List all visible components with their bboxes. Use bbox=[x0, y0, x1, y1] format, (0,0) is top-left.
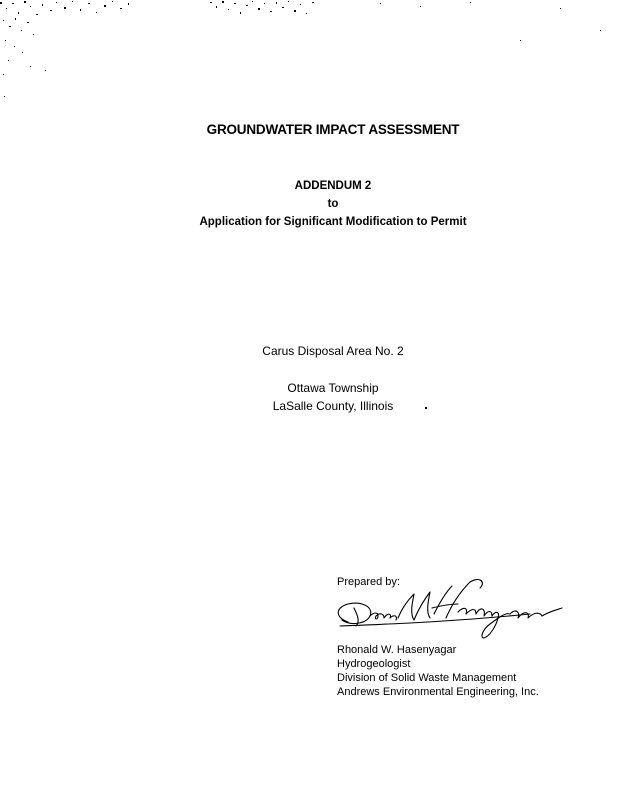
preparer-name: Rhonald W. Hasenyagar bbox=[337, 644, 457, 656]
addendum-label: ADDENDUM 2 bbox=[294, 180, 372, 192]
township-name: Ottawa Township bbox=[287, 381, 379, 395]
application-title: Application for Significant Modification to Permit bbox=[199, 216, 467, 228]
handwritten-signature bbox=[330, 578, 566, 644]
scan-speck bbox=[425, 407, 427, 409]
site-name: Carus Disposal Area No. 2 bbox=[262, 344, 404, 358]
addendum-to: to bbox=[327, 198, 339, 210]
page-title: GROUNDWATER IMPACT ASSESSMENT bbox=[206, 122, 460, 137]
county-name: LaSalle County, Illinois bbox=[272, 399, 394, 413]
preparer-role: Hydrogeologist bbox=[337, 658, 411, 670]
preparer-company: Andrews Environmental Engineering, Inc. bbox=[337, 686, 539, 698]
preparer-division: Division of Solid Waste Management bbox=[337, 672, 517, 684]
preparer-block bbox=[337, 643, 539, 699]
prepared-by-label: Prepared by: bbox=[337, 576, 400, 588]
scan-noise bbox=[0, 0, 626, 110]
